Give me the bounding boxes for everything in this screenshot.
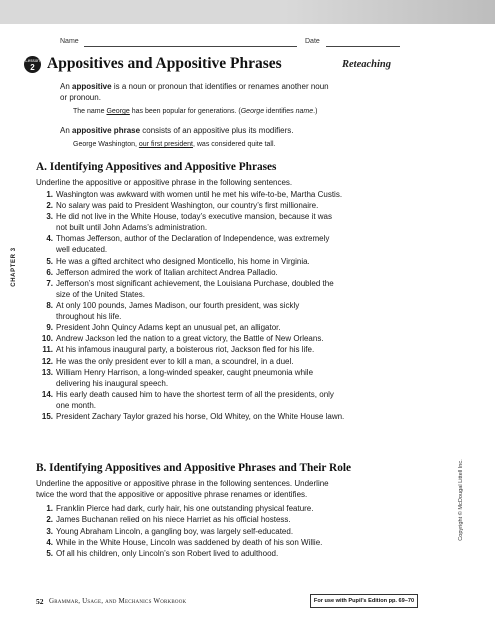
item-number: 2.: [46, 201, 53, 211]
copyright-notice: [456, 440, 466, 560]
item-number: 15.: [41, 412, 53, 421]
item-sentence: He was a gifted architect who designed Monticello, his home in Virginia.: [56, 256, 310, 266]
lesson-badge: [24, 56, 41, 73]
item-sentence: size of the United States.: [56, 289, 145, 299]
item-number: 11.: [42, 345, 53, 355]
top-band-gradient: [285, 0, 495, 24]
item-sentence: Washington was awkward with women until he met his wife-to-be, Martha Custis.: [56, 190, 343, 199]
copyright-text: Copyright © McDougal Littell Inc.: [458, 459, 464, 541]
item-number: 4.: [46, 234, 53, 244]
item-sentence: President John Quincy Adams kept an unusual pet, an alligator.: [56, 323, 281, 333]
item-number: 6.: [46, 267, 53, 277]
item-number: 13.: [41, 367, 53, 377]
item-sentence: one month.: [56, 400, 97, 410]
def-term: appositive phrase: [72, 126, 141, 135]
example-text: The name: [73, 108, 107, 115]
example-text: George Washington,: [73, 141, 139, 148]
example-text: , was considered quite tall.: [192, 141, 276, 148]
item-sentence: Jefferson’s most significant achievement, the Louisiana Purchase, doubled the: [56, 278, 334, 288]
item-number: 3.: [46, 526, 53, 536]
example-text: has been popular for generations. (: [129, 108, 241, 115]
name-label: Name: [60, 38, 79, 45]
lesson-number: 2: [30, 63, 35, 72]
item-number: 1.: [46, 190, 53, 199]
item-sentence: Of all his children, only Lincoln’s son Robert lived to adulthood.: [56, 549, 279, 559]
item-sentence: delivering his inaugural speech.: [56, 378, 169, 388]
def-text-before: An: [60, 82, 73, 91]
item-number: 3.: [46, 212, 53, 222]
item-sentence: James Buchanan relied on his niece Harriet as his official hostess.: [56, 515, 291, 525]
item-sentence: His early death caused him to have the shortest term of all the presidents, only: [56, 389, 334, 399]
appositive-phrase-definition: [60, 125, 293, 136]
item-number: 1.: [46, 504, 53, 513]
item-sentence: He did not live in the White House, today’s executive mansion, because it was: [56, 212, 332, 222]
page-title: Appositives and Appositive Phrases: [47, 55, 282, 72]
item-sentence: well educated.: [56, 245, 108, 255]
item-number: 14.: [41, 389, 53, 399]
page-number: 52: [36, 597, 44, 606]
item-sentence: He was the only president ever to kill a man, a scoundrel, in a duel.: [56, 356, 294, 366]
example-2: [73, 140, 275, 150]
workbook-title: Grammar, Usage, and Mechanics Workbook: [49, 597, 187, 605]
example-italic: George: [240, 108, 265, 115]
example-underlined: George: [106, 108, 130, 115]
item-number: 2.: [46, 515, 53, 525]
item-number: 4.: [46, 537, 53, 547]
item-number: 5.: [46, 549, 53, 559]
example-text: .): [313, 108, 318, 115]
date-label: Date: [305, 38, 320, 45]
lesson-label: Lesson: [25, 58, 40, 63]
section-a-title: A. Identifying Appositives and Appositive Phrases: [36, 161, 277, 173]
item-sentence: not built until John Adams’s administration.: [56, 223, 208, 233]
example-text: identifies: [264, 108, 296, 115]
item-number: 5.: [46, 256, 53, 266]
def-term: appositive: [72, 82, 112, 91]
appositive-definition: [60, 81, 329, 92]
section-b-instructions-line2: twice the word that the appositive or appositive phrase renames or identifies.: [36, 490, 308, 499]
item-number: 12.: [41, 356, 53, 366]
item-sentence: William Henry Harrison, a long-winded speaker, caught pneumonia while: [56, 367, 314, 377]
def-text-after: consists of an appositive plus its modifiers.: [140, 126, 294, 135]
item-number: 8.: [46, 301, 53, 310]
pupils-edition-reference: For use with Pupil’s Edition pp. 69–70: [310, 594, 418, 608]
item-sentence: While in the White House, Lincoln was saddened by death of his son Willie.: [56, 537, 323, 547]
example-1: [73, 107, 317, 117]
example-italic: name: [295, 108, 314, 115]
def-text-before: An: [60, 126, 73, 135]
chapter-tab: [8, 244, 20, 290]
item-sentence: At only 100 pounds, James Madison, our fourth president, was sickly: [56, 301, 300, 310]
section-b-instructions-line1: Underline the appositive or appositive phrase in the following sentences. Underline: [36, 479, 329, 488]
item-sentence: Franklin Pierce had dark, curly hair, his one outstanding physical feature.: [56, 504, 314, 513]
item-sentence: Jefferson admired the work of Italian architect Andrea Palladio.: [56, 267, 278, 277]
item-sentence: At his infamous inaugural party, a boisterous riot, Jackson fled for his life.: [56, 345, 315, 355]
name-blank-line: [84, 46, 297, 47]
item-number: 7.: [46, 278, 53, 288]
chapter-label: CHAPTER 3: [11, 247, 17, 287]
def-text-after: is a noun or pronoun that identifies or renames another noun: [111, 82, 329, 91]
item-sentence: Young Abraham Lincoln, a gangling boy, was largely self-educated.: [56, 526, 294, 536]
reteaching-tag: Reteaching: [342, 59, 391, 70]
appositive-definition-line2: or pronoun.: [60, 93, 101, 102]
section-a-instructions: Underline the appositive or appositive phrase in the following sentences.: [36, 178, 293, 187]
item-sentence: Thomas Jefferson, author of the Declaration of Independence, was extremely: [56, 234, 330, 244]
item-number: 10.: [41, 334, 53, 344]
item-sentence: President Zachary Taylor grazed his horse, Old Whitey, on the White House lawn.: [56, 412, 345, 421]
item-sentence: throughout his life.: [56, 312, 122, 322]
date-blank-line: [326, 46, 400, 47]
item-number: 9.: [46, 323, 53, 333]
item-sentence: Andrew Jackson led the nation to a great victory, the Battle of New Orleans.: [56, 334, 324, 344]
item-sentence: No salary was paid to President Washington, our country’s first millionaire.: [56, 201, 319, 211]
section-b-title: B. Identifying Appositives and Appositive Phrases and Their Role: [36, 462, 352, 474]
example-underlined: our first president: [138, 141, 193, 148]
